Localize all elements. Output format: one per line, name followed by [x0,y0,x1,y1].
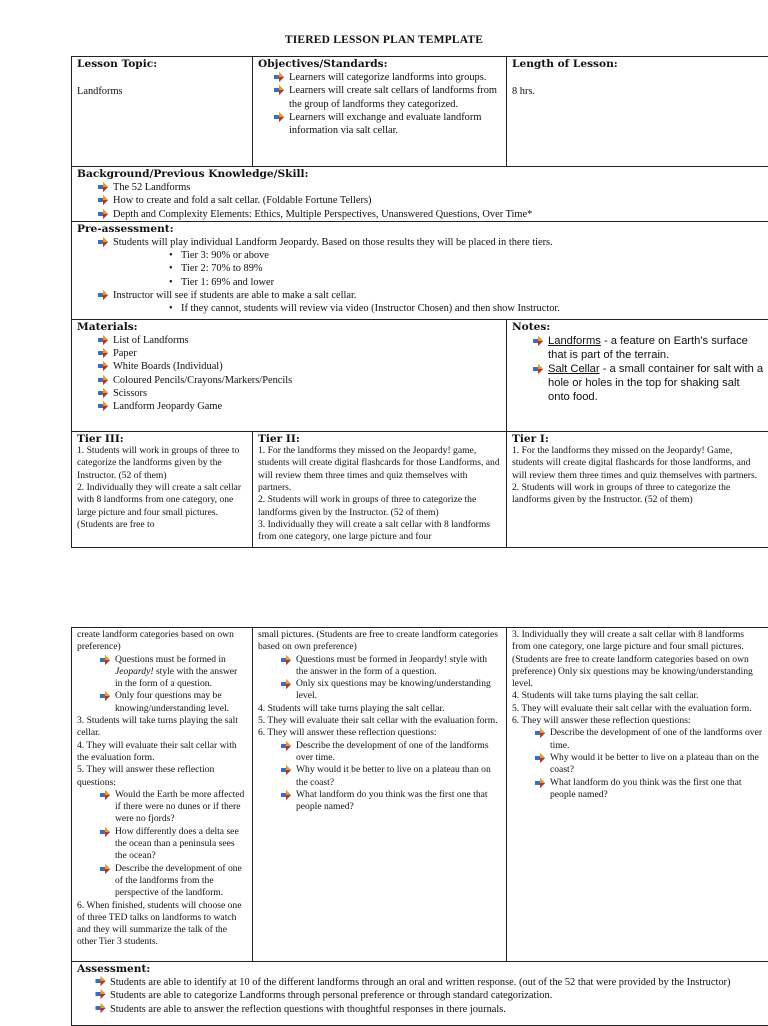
tier3-label: Tier III: [77,433,247,445]
list-item: • Tier 2: 70% to 89% [181,262,764,275]
assessment-item: Students are able to identify at 10 of the different landforms through an oral and written response. (out of the 52 that were provided by the Instructor) [77,976,764,989]
arrow-bullet-icon [281,790,291,800]
notes-cell [507,319,768,431]
tier2-continued-cell [253,628,507,962]
list-item: Scissors [113,387,501,400]
objectives-label: Objectives/Standards: [258,58,501,71]
objectives-cell [253,57,507,167]
list-item: Questions must be formed in Jeopardy! style with the answer in the form of a question. [115,654,247,691]
list-item: List of Landforms [113,334,501,347]
tier2-step3-continued: small pictures. (Students are free to create landform categories based on own preference) [258,629,501,654]
arrow-bullet-icon [281,655,291,665]
lesson-plan-table-page2 [71,627,768,1026]
tier2-step2: 2. Students will work in groups of three to categorize the landforms given by the Instructor. (52 of them) [258,494,501,519]
materials-label: Materials: [77,321,501,334]
tier3-step3: 3. Students will take turns playing the salt cellar. [77,715,247,740]
tier1-continued-cell [507,628,768,962]
tier3-continued-cell [72,628,253,962]
tier2-cell [253,431,507,547]
tier2-question-rules [258,654,501,703]
arrow-bullet-icon [535,728,545,738]
arrow-bullet-icon [98,361,108,371]
notes-term-landforms: Landforms [548,335,601,347]
notes-def-salt-cellar: - a small container for salt with a hole or holes in the top for shaking salt onto food. [548,363,763,403]
tier3-step1: 1. Students will work in groups of three to categorize the landforms given by the Instructor. (52 of them) [77,445,247,482]
list-item: The 52 Landforms [113,181,764,194]
arrow-bullet-icon [281,765,291,775]
arrow-bullet-icon [274,85,284,95]
tier1-step5: 5. They will evaluate their salt cellar with the evaluation form. [512,703,764,715]
list-item: Only four questions may be knowing/understanding level. [115,690,247,715]
list-item: • Tier 1: 69% and lower [181,276,764,289]
list-item [548,334,764,362]
arrow-bullet-icon [98,182,108,192]
tier3-step2-continued: create landform categories based on own preference) [77,629,247,654]
tier2-reflection-questions [258,740,501,814]
list-item: Why would it be better to live on a plateau than on the coast? [550,752,764,777]
arrow-bullet-icon [98,195,108,205]
arrow-bullet-icon [98,290,108,300]
assessment-cell [72,962,768,1026]
tier2-step5: 5. They will evaluate their salt cellar with the evaluation form. [258,715,501,727]
arrow-bullet-icon [98,375,108,385]
length-label: Length of Lesson: [512,58,764,71]
tier1-cell [507,431,768,547]
list-item: Describe the development of one of the landforms over time. [550,727,764,752]
tier3-reflection-questions [77,789,247,900]
notes-list [512,334,764,404]
lesson-topic-label: Lesson Topic: [77,58,247,71]
arrow-bullet-icon [98,388,108,398]
list-item: Describe the development of one of the landforms from the perspective of the landform. [115,863,247,900]
pre-assessment-label: Pre-assessment: [77,223,764,236]
list-item: Only six questions may be knowing/understanding level. [296,678,501,703]
tier3-step4: 4. They will evaluate their salt cellar with the evaluation form. [77,740,247,765]
arrow-bullet-icon [100,691,110,701]
pre-assessment-list [77,236,764,249]
list-item: Instructor will see if students are able to make a salt cellar. [113,289,764,302]
list-item: • Tier 3: 90% or above [181,249,764,262]
objectives-list [258,71,501,137]
pre-assessment-list-2 [77,289,764,302]
list-item: Paper [113,347,501,360]
list-item: Learners will exchange and evaluate landform information via salt cellar. [289,111,501,137]
tier3-cell [72,431,253,547]
tier2-step4: 4. Students will take turns playing the salt cellar. [258,703,501,715]
tier1-reflection-questions [512,727,764,801]
background-list [77,181,764,221]
lesson-plan-table-page1 [71,56,768,548]
arrow-bullet-icon [533,364,543,374]
background-cell [72,167,768,222]
materials-cell [72,319,507,431]
list-item: Learners will create salt cellars of landforms from the group of landforms they categorized. [289,84,501,110]
arrow-bullet-icon [98,237,108,247]
lesson-topic-cell [72,57,253,167]
arrow-bullet-icon [533,336,543,346]
notes-label: Notes: [512,321,764,334]
tier2-step6: 6. They will answer these reflection questions: [258,727,501,739]
tier3-step5: 5. They will answer these reflection questions: [77,764,247,789]
list-item: Why would it be better to live on a plateau than on the coast? [296,764,501,789]
arrow-bullet-icon [281,679,291,689]
list-item: Depth and Complexity Elements: Ethics, Multiple Perspectives, Unanswered Questions, Over Time* [113,208,764,221]
materials-list [77,334,501,413]
arrow-bullet-icon [95,989,106,999]
arrow-bullet-icon [100,864,110,874]
tier1-step2: 2. Students will work in groups of three to categorize the landforms given by the Instructor. (52 of them) [512,482,764,507]
arrow-bullet-icon [98,401,108,411]
tier1-step3: 3. Individually they will create a salt cellar with 8 landforms from one category, one large picture and four small pictures. (Students are free to create landform categories based on own preference) Only six questions may be knowing/understanding level. [512,629,764,690]
background-label: Background/Previous Knowledge/Skill: [77,168,764,181]
notes-def-landforms: - a feature on Earth's surface that is part of the terrain. [548,335,748,361]
list-item: How differently does a delta see the ocean than a peninsula sees the ocean? [115,826,247,863]
arrow-bullet-icon [100,827,110,837]
list-item: White Boards (Individual) [113,360,501,373]
list-item: Describe the development of one of the landforms over time. [296,740,501,765]
tier2-step3: 3. Individually they will create a salt cellar with 8 landforms from one category, one large picture and four [258,519,501,543]
tier1-label: Tier I: [512,433,764,445]
document-title: TIERED LESSON PLAN TEMPLATE [0,34,768,46]
arrow-bullet-icon [95,1003,106,1013]
arrow-bullet-icon [100,790,110,800]
tier1-step6: 6. They will answer these reflection questions: [512,715,764,727]
list-item: Students will play individual Landform Jeopardy. Based on those results they will be placed in there tiers. [113,236,764,249]
list-item: Learners will categorize landforms into groups. [289,71,501,84]
arrow-bullet-icon [535,778,545,788]
list-item: What landform do you think was the first one that people named? [296,789,501,814]
notes-term-salt-cellar: Salt Cellar [548,363,600,375]
tier1-step4: 4. Students will take turns playing the salt cellar. [512,690,764,702]
arrow-bullet-icon [535,753,545,763]
salt-cellar-review-list [77,302,764,315]
tier3-step6: 6. When finished, students will choose one of three TED talks on landforms to watch and they will summarize the talk of the other Tier 3 students. [77,900,247,949]
arrow-bullet-icon [281,741,291,751]
arrow-bullet-icon [95,976,106,986]
list-item: Landform Jeopardy Game [113,400,501,413]
tier3-question-rules [77,654,247,715]
list-item: Questions must be formed in Jeopardy! style with the answer in the form of a question. [296,654,501,679]
assessment-label: Assessment: [77,963,764,976]
arrow-bullet-icon [274,72,284,82]
arrow-bullet-icon [100,655,110,665]
arrow-bullet-icon [98,348,108,358]
assessment-item: Students are able to answer the reflection questions with thoughtful responses in there journals. [77,1003,764,1016]
lesson-topic-value: Landforms [77,85,247,98]
list-item: • If they cannot, students will review via video (Instructor Chosen) and then show Instructor. [181,302,764,315]
arrow-bullet-icon [274,112,284,122]
list-item: Would the Earth be more affected if there were no dunes or if there were no fjords? [115,789,247,826]
arrow-bullet-icon [98,209,108,219]
length-cell [507,57,768,167]
arrow-bullet-icon [98,335,108,345]
tier3-step2: 2. Individually they will create a salt cellar with 8 landforms from one category, one large picture and four small pictures. (Students are free to [77,482,247,531]
list-item: What landform do you think was the first one that people named? [550,777,764,802]
list-item [548,362,764,404]
length-value: 8 hrs. [512,85,764,98]
assessment-item: Students are able to categorize Landforms through personal preference or through standard categorization. [77,989,764,1002]
pre-assessment-cell [72,221,768,319]
tier-thresholds-list [77,249,764,289]
tier1-step1: 1. For the landforms they missed on the Jeopardy! Game, students will create digital flashcards for those landforms, and will review them three times and quiz themselves with partners. [512,445,764,482]
tier2-step1: 1. For the landforms they missed on the Jeopardy! game, students will create digital flashcards for those Landforms, and will review them three times and quiz themselves with partners. [258,445,501,494]
list-item: How to create and fold a salt cellar. (Foldable Fortune Tellers) [113,194,764,207]
list-item: Coloured Pencils/Crayons/Markers/Pencils [113,374,501,387]
tier2-label: Tier II: [258,433,501,445]
